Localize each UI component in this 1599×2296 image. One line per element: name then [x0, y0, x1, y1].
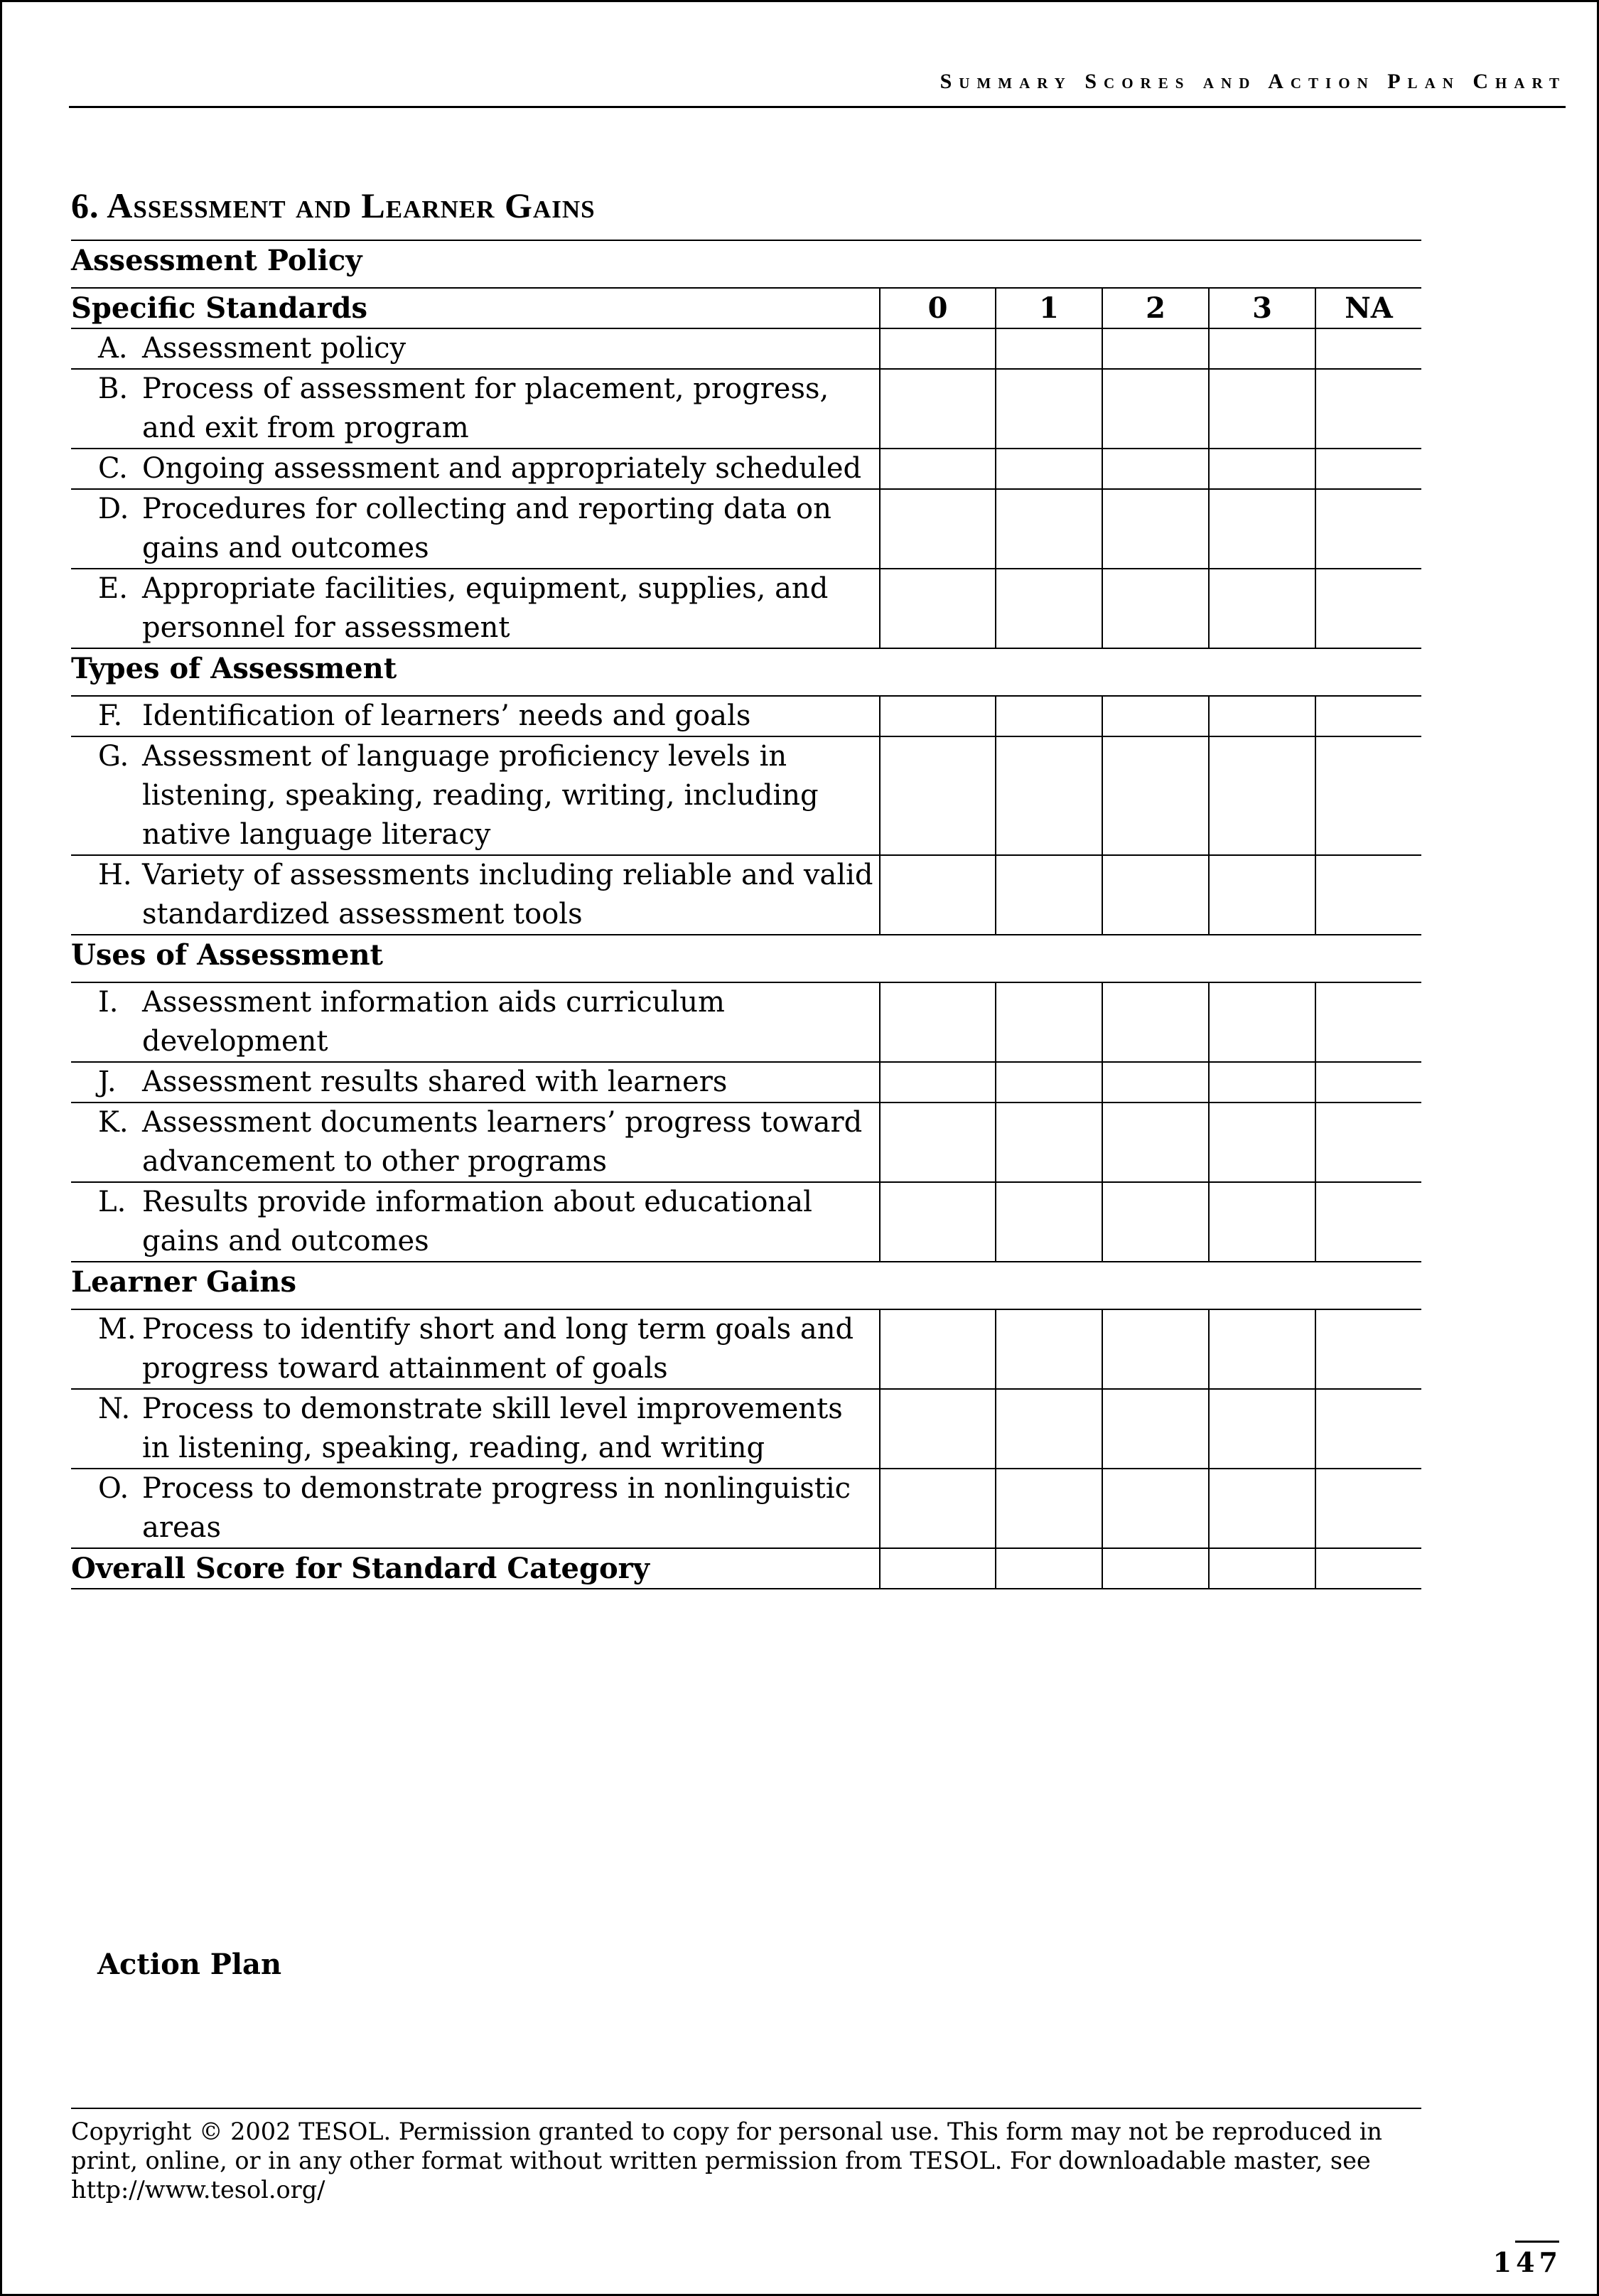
score-cell-j-0[interactable]	[880, 1062, 996, 1103]
standard-letter: M.	[98, 1313, 136, 1346]
standard-text: Variety of assessments including reliable and valid standardized assessment tools	[142, 859, 873, 930]
standard-letter: D.	[98, 493, 129, 525]
score-cell-i-3[interactable]	[1209, 982, 1315, 1062]
copyright-notice: Copyright © 2002 TESOL. Permission granted to copy for personal use. This form may not be reproduced in print, online, or in any other format without written permission from TESOL. For downloadable master, see http://www.tesol.org/	[71, 2118, 1382, 2204]
score-cell-a-3[interactable]	[1209, 328, 1315, 369]
standard-label	[71, 696, 880, 736]
score-cell-c-2[interactable]	[1102, 449, 1209, 489]
score-cell-b-1[interactable]	[996, 369, 1102, 449]
score-cell-o-3[interactable]	[1209, 1469, 1315, 1548]
standard-label	[71, 1389, 880, 1469]
score-cell-f-2[interactable]	[1102, 696, 1209, 736]
standard-row	[71, 569, 1421, 648]
standard-row	[71, 696, 1421, 736]
score-cell-k-na[interactable]	[1315, 1103, 1421, 1182]
score-cell-h-0[interactable]	[880, 855, 996, 935]
standard-item	[71, 370, 879, 448]
standard-letter: B.	[98, 372, 129, 405]
standard-row	[71, 982, 1421, 1062]
score-cell-b-2[interactable]	[1102, 369, 1209, 449]
column-header-row	[71, 288, 1421, 328]
standard-row	[71, 328, 1421, 369]
standard-row	[71, 449, 1421, 489]
standard-letter: F.	[98, 699, 123, 732]
score-cell-a-2[interactable]	[1102, 328, 1209, 369]
score-cell-d-1[interactable]	[996, 489, 1102, 569]
score-cell-m-2[interactable]	[1102, 1309, 1209, 1389]
standard-row	[71, 855, 1421, 935]
score-cell-j-2[interactable]	[1102, 1062, 1209, 1103]
score-cell-o-1[interactable]	[996, 1469, 1102, 1548]
standard-text: Process of assessment for placement, progress, and exit from program	[142, 372, 829, 444]
score-cell-g-2[interactable]	[1102, 736, 1209, 855]
score-cell-e-0[interactable]	[880, 569, 996, 648]
score-cell-c-0[interactable]	[880, 449, 996, 489]
section-heading: Uses of Assessment	[71, 935, 1421, 982]
standard-item	[71, 1103, 879, 1181]
standard-item	[71, 697, 879, 736]
standard-label	[71, 489, 880, 569]
score-cell-c-1[interactable]	[996, 449, 1102, 489]
score-cell-a-0[interactable]	[880, 328, 996, 369]
score-cell-h-2[interactable]	[1102, 855, 1209, 935]
standard-row	[71, 369, 1421, 449]
standard-label	[71, 1182, 880, 1262]
standard-item	[71, 1469, 879, 1547]
page-number: 147	[1492, 2246, 1562, 2278]
score-cell-j-na[interactable]	[1315, 1062, 1421, 1103]
score-cell-h-na[interactable]	[1315, 855, 1421, 935]
score-cell-k-3[interactable]	[1209, 1103, 1315, 1182]
standard-letter: J.	[98, 1066, 117, 1098]
score-cell-a-na[interactable]	[1315, 328, 1421, 369]
standard-label	[71, 449, 880, 489]
score-cell-o-na[interactable]	[1315, 1469, 1421, 1548]
score-cell-h-3[interactable]	[1209, 855, 1315, 935]
standard-label	[71, 328, 880, 369]
standard-row	[71, 1182, 1421, 1262]
score-cell-l-3[interactable]	[1209, 1182, 1315, 1262]
standard-item	[71, 329, 879, 368]
standard-letter: C.	[98, 452, 128, 485]
score-cell-c-na[interactable]	[1315, 449, 1421, 489]
section-header-row	[71, 935, 1421, 982]
standard-item	[71, 856, 879, 934]
score-cell-j-1[interactable]	[996, 1062, 1102, 1103]
score-cell-m-3[interactable]	[1209, 1309, 1315, 1389]
score-cell-m-na[interactable]	[1315, 1309, 1421, 1389]
standard-text: Results provide information about educational gains and outcomes	[142, 1186, 812, 1257]
section-header-row	[71, 240, 1421, 288]
score-cell-n-na[interactable]	[1315, 1389, 1421, 1469]
section-title: 6. Assessment and Learner Gains	[71, 186, 596, 225]
standard-text: Appropriate facilities, equipment, supplies, and personnel for assessment	[142, 572, 829, 644]
action-plan-label: Action Plan	[97, 1948, 282, 1981]
standard-letter: E.	[98, 572, 128, 605]
standard-label	[71, 569, 880, 648]
score-cell-b-na[interactable]	[1315, 369, 1421, 449]
score-cell-n-3[interactable]	[1209, 1389, 1315, 1469]
score-cell-m-1[interactable]	[996, 1309, 1102, 1389]
page-number-rule	[1515, 2241, 1559, 2243]
score-cell-b-3[interactable]	[1209, 369, 1315, 449]
score-column-header: 1	[996, 288, 1102, 328]
section-header-row	[71, 1262, 1421, 1309]
score-cell-h-1[interactable]	[996, 855, 1102, 935]
standard-row	[71, 489, 1421, 569]
standard-text: Assessment policy	[142, 332, 407, 365]
standard-text: Ongoing assessment and appropriately scheduled	[142, 452, 862, 485]
standard-label	[71, 1469, 880, 1548]
standard-label	[71, 1062, 880, 1103]
section-heading: Types of Assessment	[71, 648, 1421, 696]
score-cell-n-0[interactable]	[880, 1389, 996, 1469]
score-cell-overall-2[interactable]	[1102, 1548, 1209, 1589]
standard-text: Process to demonstrate skill level improvements in listening, speaking, reading, and writing	[142, 1393, 843, 1464]
score-cell-l-1[interactable]	[996, 1182, 1102, 1262]
standard-item	[71, 1310, 879, 1388]
score-cell-d-2[interactable]	[1102, 489, 1209, 569]
standard-letter: A.	[98, 332, 128, 365]
standard-row	[71, 1062, 1421, 1103]
standard-row	[71, 1469, 1421, 1548]
section-heading: Learner Gains	[71, 1262, 1421, 1309]
standard-item	[71, 1390, 879, 1468]
score-cell-overall-3[interactable]	[1209, 1548, 1315, 1589]
score-cell-l-2[interactable]	[1102, 1182, 1209, 1262]
score-cell-k-0[interactable]	[880, 1103, 996, 1182]
score-cell-e-2[interactable]	[1102, 569, 1209, 648]
standard-label	[71, 982, 880, 1062]
score-cell-f-3[interactable]	[1209, 696, 1315, 736]
standard-item	[71, 490, 879, 568]
score-cell-g-na[interactable]	[1315, 736, 1421, 855]
score-cell-m-0[interactable]	[880, 1309, 996, 1389]
score-cell-e-na[interactable]	[1315, 569, 1421, 648]
score-cell-overall-1[interactable]	[996, 1548, 1102, 1589]
running-head: Summary Scores and Action Plan Chart	[940, 70, 1566, 93]
score-cell-d-3[interactable]	[1209, 489, 1315, 569]
score-cell-i-na[interactable]	[1315, 982, 1421, 1062]
standard-item	[71, 569, 879, 648]
score-column-header: 3	[1209, 288, 1315, 328]
standard-row	[71, 1309, 1421, 1389]
score-column-header: NA	[1315, 288, 1421, 328]
score-cell-f-na[interactable]	[1315, 696, 1421, 736]
standard-text: Process to identify short and long term goals and progress toward attainment of goals	[142, 1313, 854, 1385]
score-cell-c-3[interactable]	[1209, 449, 1315, 489]
score-cell-g-3[interactable]	[1209, 736, 1315, 855]
standard-item	[71, 1063, 879, 1102]
score-cell-j-3[interactable]	[1209, 1062, 1315, 1103]
score-cell-d-0[interactable]	[880, 489, 996, 569]
standard-row	[71, 736, 1421, 855]
score-cell-l-0[interactable]	[880, 1182, 996, 1262]
score-cell-g-1[interactable]	[996, 736, 1102, 855]
standard-letter: H.	[98, 859, 132, 891]
score-cell-i-0[interactable]	[880, 982, 996, 1062]
standard-letter: N.	[98, 1393, 131, 1425]
overall-score-row	[71, 1548, 1421, 1589]
score-cell-a-1[interactable]	[996, 328, 1102, 369]
standard-item	[71, 737, 879, 854]
score-cell-overall-na[interactable]	[1315, 1548, 1421, 1589]
score-cell-f-1[interactable]	[996, 696, 1102, 736]
standard-label	[71, 736, 880, 855]
score-column-header: 0	[880, 288, 996, 328]
overall-score-label: Overall Score for Standard Category	[71, 1548, 880, 1589]
score-column-header: 2	[1102, 288, 1209, 328]
standard-text: Assessment of language proficiency levels in listening, speaking, reading, writing, including native language literacy	[142, 740, 819, 851]
standard-label	[71, 369, 880, 449]
standard-item	[71, 1183, 879, 1261]
score-cell-g-0[interactable]	[880, 736, 996, 855]
standard-label	[71, 855, 880, 935]
standard-letter: O.	[98, 1472, 129, 1505]
score-cell-o-0[interactable]	[880, 1469, 996, 1548]
score-cell-n-2[interactable]	[1102, 1389, 1209, 1469]
standard-item	[71, 983, 879, 1061]
standard-letter: G.	[98, 740, 129, 773]
standard-text: Assessment results shared with learners	[142, 1066, 728, 1098]
standard-text: Assessment information aids curriculum development	[142, 986, 725, 1058]
standard-letter: L.	[98, 1186, 126, 1218]
score-cell-overall-0[interactable]	[880, 1548, 996, 1589]
standard-item	[71, 449, 879, 488]
score-cell-n-1[interactable]	[996, 1389, 1102, 1469]
standard-row	[71, 1103, 1421, 1182]
standard-text: Identification of learners’ needs and goals	[142, 699, 751, 732]
score-cell-k-2[interactable]	[1102, 1103, 1209, 1182]
header-rule	[69, 106, 1566, 108]
score-cell-l-na[interactable]	[1315, 1182, 1421, 1262]
score-cell-k-1[interactable]	[996, 1103, 1102, 1182]
standard-letter: K.	[98, 1106, 129, 1139]
score-cell-i-2[interactable]	[1102, 982, 1209, 1062]
section-header-row	[71, 648, 1421, 696]
specific-standards-header: Specific Standards	[71, 288, 880, 328]
footer-rule	[71, 2108, 1421, 2109]
score-cell-f-0[interactable]	[880, 696, 996, 736]
summary-score-table	[71, 240, 1421, 1589]
score-cell-e-3[interactable]	[1209, 569, 1315, 648]
standard-label	[71, 1309, 880, 1389]
score-cell-o-2[interactable]	[1102, 1469, 1209, 1548]
standard-text: Process to demonstrate progress in nonlinguistic areas	[142, 1472, 851, 1544]
score-cell-d-na[interactable]	[1315, 489, 1421, 569]
standard-letter: I.	[98, 986, 119, 1019]
standard-label	[71, 1103, 880, 1182]
standard-text: Procedures for collecting and reporting data on gains and outcomes	[142, 493, 831, 564]
score-cell-e-1[interactable]	[996, 569, 1102, 648]
score-cell-i-1[interactable]	[996, 982, 1102, 1062]
standard-row	[71, 1389, 1421, 1469]
section-heading: Assessment Policy	[71, 240, 1421, 288]
score-cell-b-0[interactable]	[880, 369, 996, 449]
standard-text: Assessment documents learners’ progress toward advancement to other programs	[142, 1106, 863, 1178]
